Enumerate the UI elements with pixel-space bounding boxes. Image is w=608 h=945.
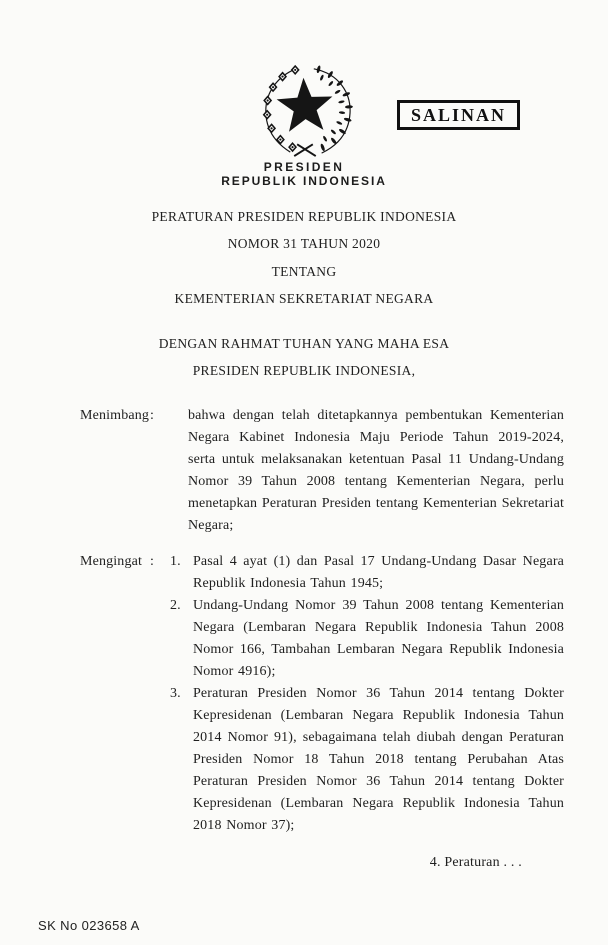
mengingat-item-2-text: Undang-Undang Nomor 39 Tahun 2008 tentang Kementerian Negara (Lembaran Negara Republik Indonesia Tahun 2008 Nomor 166, Tambahan Lembaran Negara Republik Indonesia Nomor 4916); bbox=[193, 598, 564, 679]
title-line-subject: KEMENTERIAN SEKRETARIAT NEGARA bbox=[174, 290, 434, 306]
mengingat-item-1 bbox=[170, 551, 564, 595]
considerations-section bbox=[80, 405, 564, 837]
regulation-title-block bbox=[0, 203, 608, 312]
sk-number: SK No 023658 A bbox=[38, 918, 140, 933]
preamble-block bbox=[0, 330, 608, 385]
menimbang-label: Menimbang bbox=[80, 408, 150, 423]
salinan-stamp: SALINAN bbox=[397, 100, 520, 130]
mengingat-item-3-text: Peraturan Presiden Nomor 36 Tahun 2014 tentang Dokter Kepresidenan (Lembaran Negara Republik Indonesia Tahun 2014 Nomor 91), sebagaimana telah diubah dengan Peraturan Presiden Nomor 18 Tahun 2018 tentang Perubahan Atas Peraturan Presiden Nomor 36 Tahun 2014 tentang Dokter Kepresidenan (Lembaran Negara Republik Indonesia Tahun 2018 Nomor 37); bbox=[193, 686, 564, 833]
title-line-regulation: PERATURAN PRESIDEN REPUBLIK INDONESIA bbox=[151, 209, 457, 224]
star-wreath-presidential-emblem-icon bbox=[252, 62, 356, 158]
mengingat-label: Mengingat bbox=[80, 554, 143, 569]
mengingat-item-1-number: 1. bbox=[170, 554, 181, 569]
preamble-grace-line: DENGAN RAHMAT TUHAN YANG MAHA ESA bbox=[158, 336, 450, 351]
star-glyph bbox=[276, 76, 335, 132]
title-line-tentang: TENTANG bbox=[271, 263, 337, 279]
mengingat-item-2-number: 2. bbox=[170, 598, 181, 613]
mengingat-item-3 bbox=[170, 683, 564, 837]
mengingat-item-1-text: Pasal 4 ayat (1) dan Pasal 17 Undang-Undang Dasar Negara Republik Indonesia Tahun 1945; bbox=[193, 554, 564, 591]
title-line-number: NOMOR 31 TAHUN 2020 bbox=[227, 236, 381, 252]
letterhead-presiden: PRESIDEN bbox=[263, 160, 345, 174]
mengingat-list bbox=[170, 551, 564, 837]
menimbang-text: bahwa dengan telah ditetapkannya pembentukan Kementerian Negara Kabinet Indonesia Maju Periode Tahun 2019-2024, serta untuk melaksanakan ketentuan Pasal 11 Undang-Undang Nomor 39 Tahun 2008 tentang Kementerian Negara, perlu menetapkan Peraturan Presiden tentang Kementerian Sekretariat Negara; bbox=[188, 408, 564, 533]
mengingat-item-3-number: 3. bbox=[170, 686, 181, 701]
menimbang-colon: : bbox=[150, 408, 155, 423]
preamble-president-line: PRESIDEN REPUBLIK INDONESIA, bbox=[192, 363, 416, 379]
mengingat-item-2 bbox=[170, 595, 564, 683]
menimbang-row bbox=[80, 405, 564, 537]
mengingat-row bbox=[80, 551, 564, 837]
page-catchword: 4. Peraturan . . . bbox=[429, 855, 522, 870]
mengingat-colon: : bbox=[150, 554, 155, 569]
letterhead-republik-indonesia: REPUBLIK INDONESIA bbox=[221, 174, 387, 188]
